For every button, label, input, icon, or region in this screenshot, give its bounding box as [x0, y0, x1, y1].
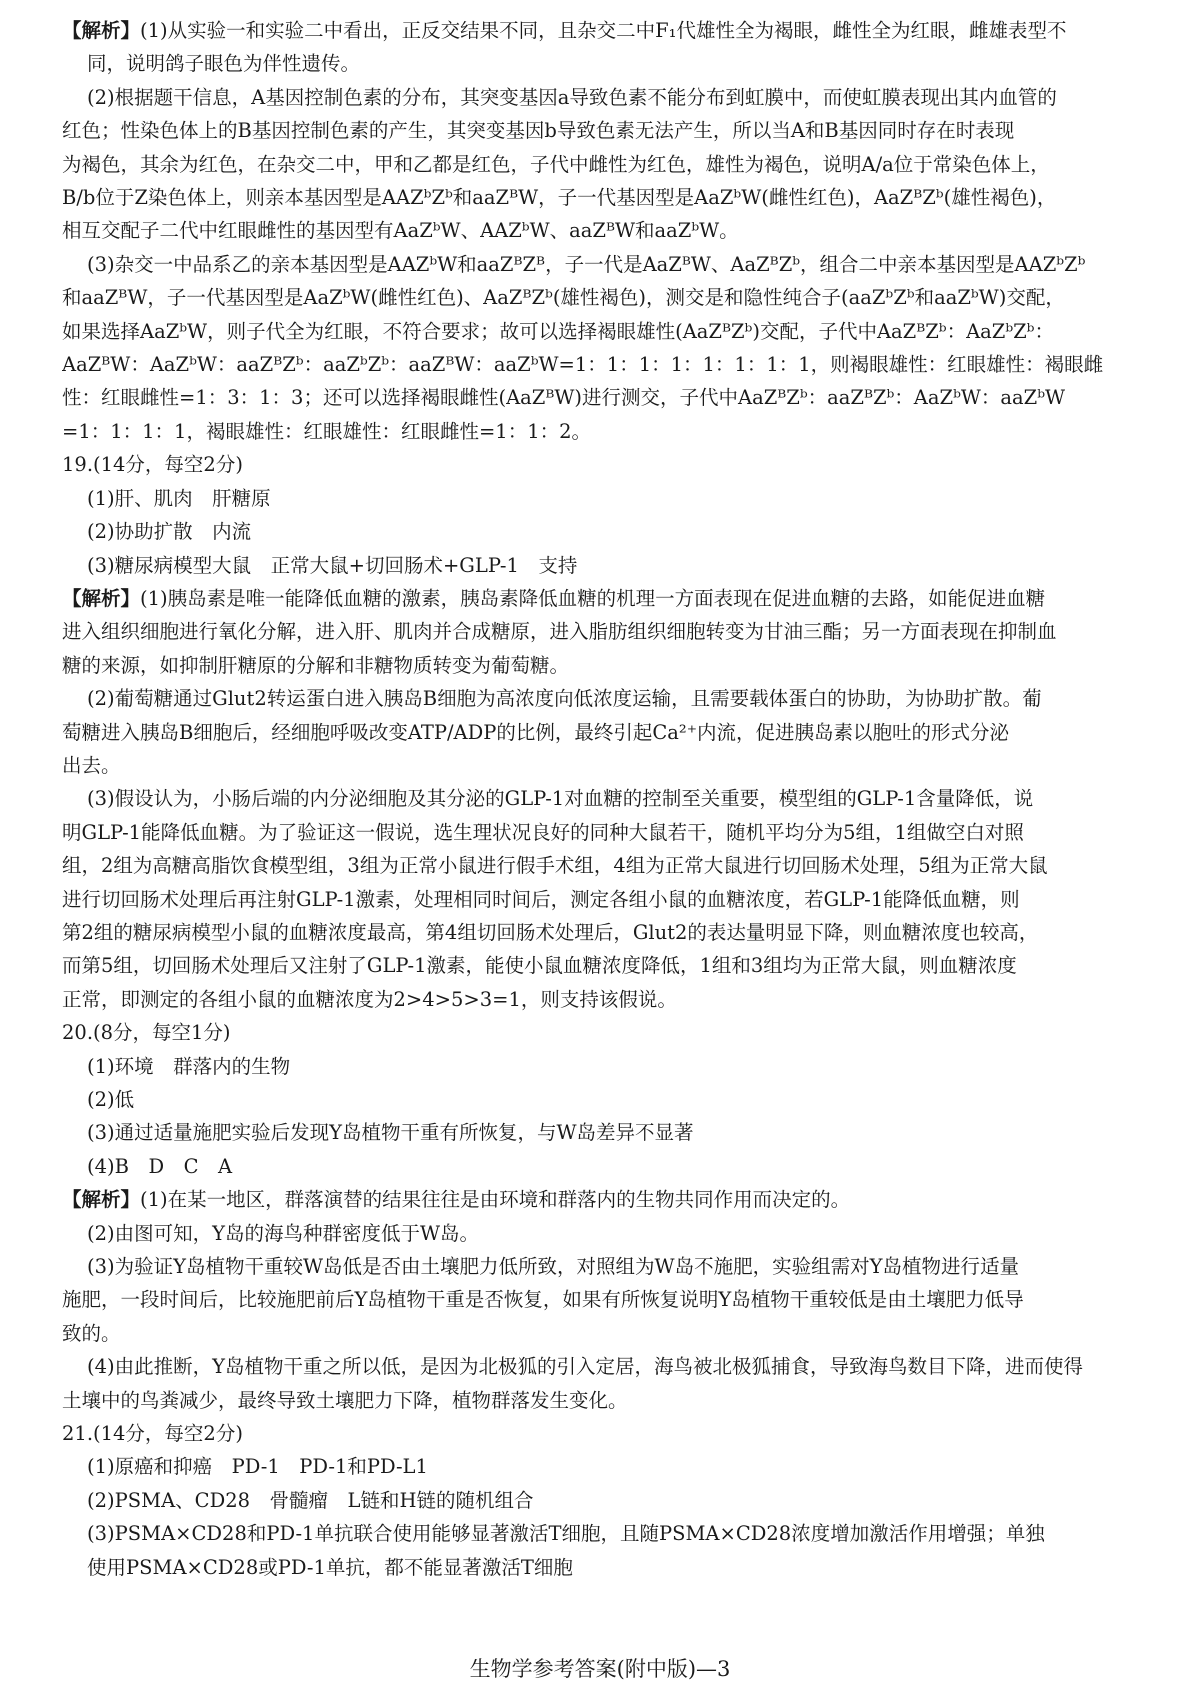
answer-line: (1)原癌和抑癌 PD-1 PD-1和PD-L1: [87, 1455, 428, 1479]
analysis-line: 【解析】(1)胰岛素是唯一能降低血糖的激素，胰岛素降低血糖的机理一方面表现在促进血糖的去路，如能促进血糖: [62, 586, 1046, 610]
question-heading: 19.(14分，每空2分): [62, 453, 243, 477]
text-line: (4)由此推断，Y岛植物干重之所以低，是因为北极狐的引入定居，海鸟被北极狐捕食，导致海鸟数目下降，进而使得: [87, 1355, 1083, 1379]
text-line: 红色；性染色体上的B基因控制色素的产生，其突变基因b导致色素无法产生，所以当A和B基因同时存在时表现: [62, 119, 1015, 143]
text-line: 性：红眼雌性=1：3：1：3；还可以选择褐眼雌性(AaZᴮW)进行测交，子代中AaZᴮZᵇ：aaZᴮZᵇ：AaZᵇW：aaZᵇW: [62, 386, 1066, 410]
answer-line: (3)糖尿病模型大鼠 正常大鼠+切回肠术+GLP-1 支持: [87, 553, 578, 577]
text-line: B/b位于Z染色体上，则亲本基因型是AAZᵇZᵇ和aaZᴮW，子一代基因型是AaZᵇW(雌性红色)，AaZᴮZᵇ(雄性褐色)，: [62, 186, 1057, 210]
answer-line: (2)PSMA、CD28 骨髓瘤 L链和H链的随机组合: [87, 1488, 534, 1512]
answer-line: 使用PSMA×CD28或PD-1单抗，都不能显著激活T细胞: [87, 1555, 573, 1579]
answer-line: (1)肝、肌肉 肝糖原: [87, 486, 271, 510]
answer-line: (2)协助扩散 内流: [87, 520, 252, 544]
text-line: 明GLP-1能降低血糖。为了验证这一假说，选生理状况良好的同种大鼠若干，随机平均分为5组，1组做空白对照: [62, 820, 1024, 844]
text-line: 正常，即测定的各组小鼠的血糖浓度为2>4>5>3=1，则支持该假说。: [62, 987, 677, 1011]
text-line: 施肥，一段时间后，比较施肥前后Y岛植物干重是否恢复，如果有所恢复说明Y岛植物干重较低是由土壤肥力低导: [62, 1288, 1024, 1312]
answer-line: (1)环境 群落内的生物: [87, 1054, 291, 1078]
answer-text: [62, 14, 1140, 1584]
answer-line: (2)低: [87, 1088, 135, 1111]
text-line: 出去。: [62, 753, 121, 777]
text-line: (3)为验证Y岛植物干重较W岛低是否由土壤肥力低所致，对照组为W岛不施肥，实验组需对Y岛植物进行适量: [87, 1255, 1019, 1279]
text-line: 同，说明鸽子眼色为伴性遗传。: [87, 52, 361, 76]
question-heading: 20.(8分，每空1分): [62, 1021, 231, 1045]
text-line: AaZᴮW：AaZᵇW：aaZᴮZᵇ：aaZᵇZᵇ：aaZᴮW：aaZᵇW=1：1：1：1：1：1：1：1，则褐眼雄性：红眼雄性：褐眼雌: [62, 353, 1104, 377]
page-footer: 生物学参考答案(附中版)—3: [469, 1657, 731, 1681]
text-line: (2)葡萄糖通过Glut2转运蛋白进入胰岛B细胞为高浓度向低浓度运输，且需要载体蛋白的协助，为协助扩散。葡: [87, 687, 1042, 711]
text-line: 萄糖进入胰岛B细胞后，经细胞呼吸改变ATP/ADP的比例，最终引起Ca²⁺内流，促进胰岛素以胞吐的形式分泌: [62, 720, 1010, 744]
text-line: 进行切回肠术处理后再注射GLP-1激素，处理相同时间后，测定各组小鼠的血糖浓度，若GLP-1能降低血糖，则: [62, 887, 1020, 911]
text-line: 为褐色，其余为红色，在杂交二中，甲和乙都是红色，子代中雌性为红色，雄性为褐色，说明A/a位于常染色体上，: [62, 152, 1050, 176]
text-line: 而第5组，切回肠术处理后又注射了GLP-1激素，能使小鼠血糖浓度降低，1组和3组均为正常大鼠，则血糖浓度: [62, 954, 1017, 978]
text-line: 第2组的糖尿病模型小鼠的血糖浓度最高，第4组切回肠术处理后，Glut2的表达量明显下降，则血糖浓度也较高，: [62, 920, 1039, 944]
text-line: 和aaZᴮW，子一代基因型是AaZᵇW(雌性红色)、AaZᴮZᵇ(雄性褐色)，测交是和隐性纯合子(aaZᵇZᵇ和aaZᵇW)交配，: [62, 286, 1065, 310]
answer-line: (3)PSMA×CD28和PD-1单抗联合使用能够显著激活T细胞，且随PSMA×CD28浓度增加激活作用增强；单独: [87, 1522, 1045, 1546]
text-line: 致的。: [62, 1321, 121, 1345]
text-line: (2)根据题干信息，A基因控制色素的分布，其突变基因a导致色素不能分布到虹膜中，而使虹膜表现出其内血管的: [87, 85, 1057, 109]
analysis-line: 【解析】(1)从实验一和实验二中看出，正反交结果不同，且杂交二中F₁代雄性全为褐眼，雌性全为红眼，雌雄表型不: [62, 19, 1067, 42]
text-line: 相互交配子二代中红眼雌性的基因型有AaZᵇW、AAZᵇW、aaZᴮW和aaZᵇW。: [62, 219, 739, 243]
answer-line: (4)B D C A: [87, 1154, 233, 1178]
text-line: 如果选择AaZᵇW，则子代全为红眼，不符合要求；故可以选择褐眼雄性(AaZᴮZᵇ)交配，子代中AaZᴮZᵇ：AaZᵇZᵇ：: [62, 319, 1054, 343]
analysis-tag: 【解析】: [62, 586, 141, 610]
text-line: =1：1：1：1，褐眼雄性：红眼雄性：红眼雌性=1：1：2。: [62, 419, 592, 443]
text-line: 组，2组为高糖高脂饮食模型组，3组为正常小鼠进行假手术组，4组为正常大鼠进行切回肠术处理，5组为正常大鼠: [62, 854, 1048, 878]
text-line: 土壤中的鸟粪减少，最终导致土壤肥力下降，植物群落发生变化。: [62, 1388, 628, 1412]
text-line: 进入组织细胞进行氧化分解，进入肝、肌肉并合成糖原，进入脂肪组织细胞转变为甘油三酯；另一方面表现在抑制血: [62, 620, 1057, 644]
question-heading: 21.(14分，每空2分): [62, 1422, 243, 1446]
text-line: 糖的来源，如抑制肝糖原的分解和非糖物质转变为葡萄糖。: [62, 653, 570, 677]
analysis-tag: 【解析】: [62, 1188, 141, 1212]
text-line: (3)假设认为，小肠后端的内分泌细胞及其分泌的GLP-1对血糖的控制至关重要，模型组的GLP-1含量降低，说: [87, 787, 1034, 811]
analysis-line: 【解析】(1)在某一地区，群落演替的结果往往是由环境和群落内的生物共同作用而决定的。: [62, 1188, 851, 1212]
text-line: (2)由图可知，Y岛的海鸟种群密度低于W岛。: [87, 1221, 480, 1245]
answer-line: (3)通过适量施肥实验后发现Y岛植物干重有所恢复，与W岛差异不显著: [87, 1121, 694, 1145]
analysis-tag: 【解析】: [62, 19, 141, 42]
text-line: (3)杂交一中品系乙的亲本基因型是AAZᵇW和aaZᴮZᴮ，子一代是AaZᴮW、AaZᴮZᵇ，组合二中亲本基因型是AAZᵇZᵇ: [87, 252, 1086, 276]
